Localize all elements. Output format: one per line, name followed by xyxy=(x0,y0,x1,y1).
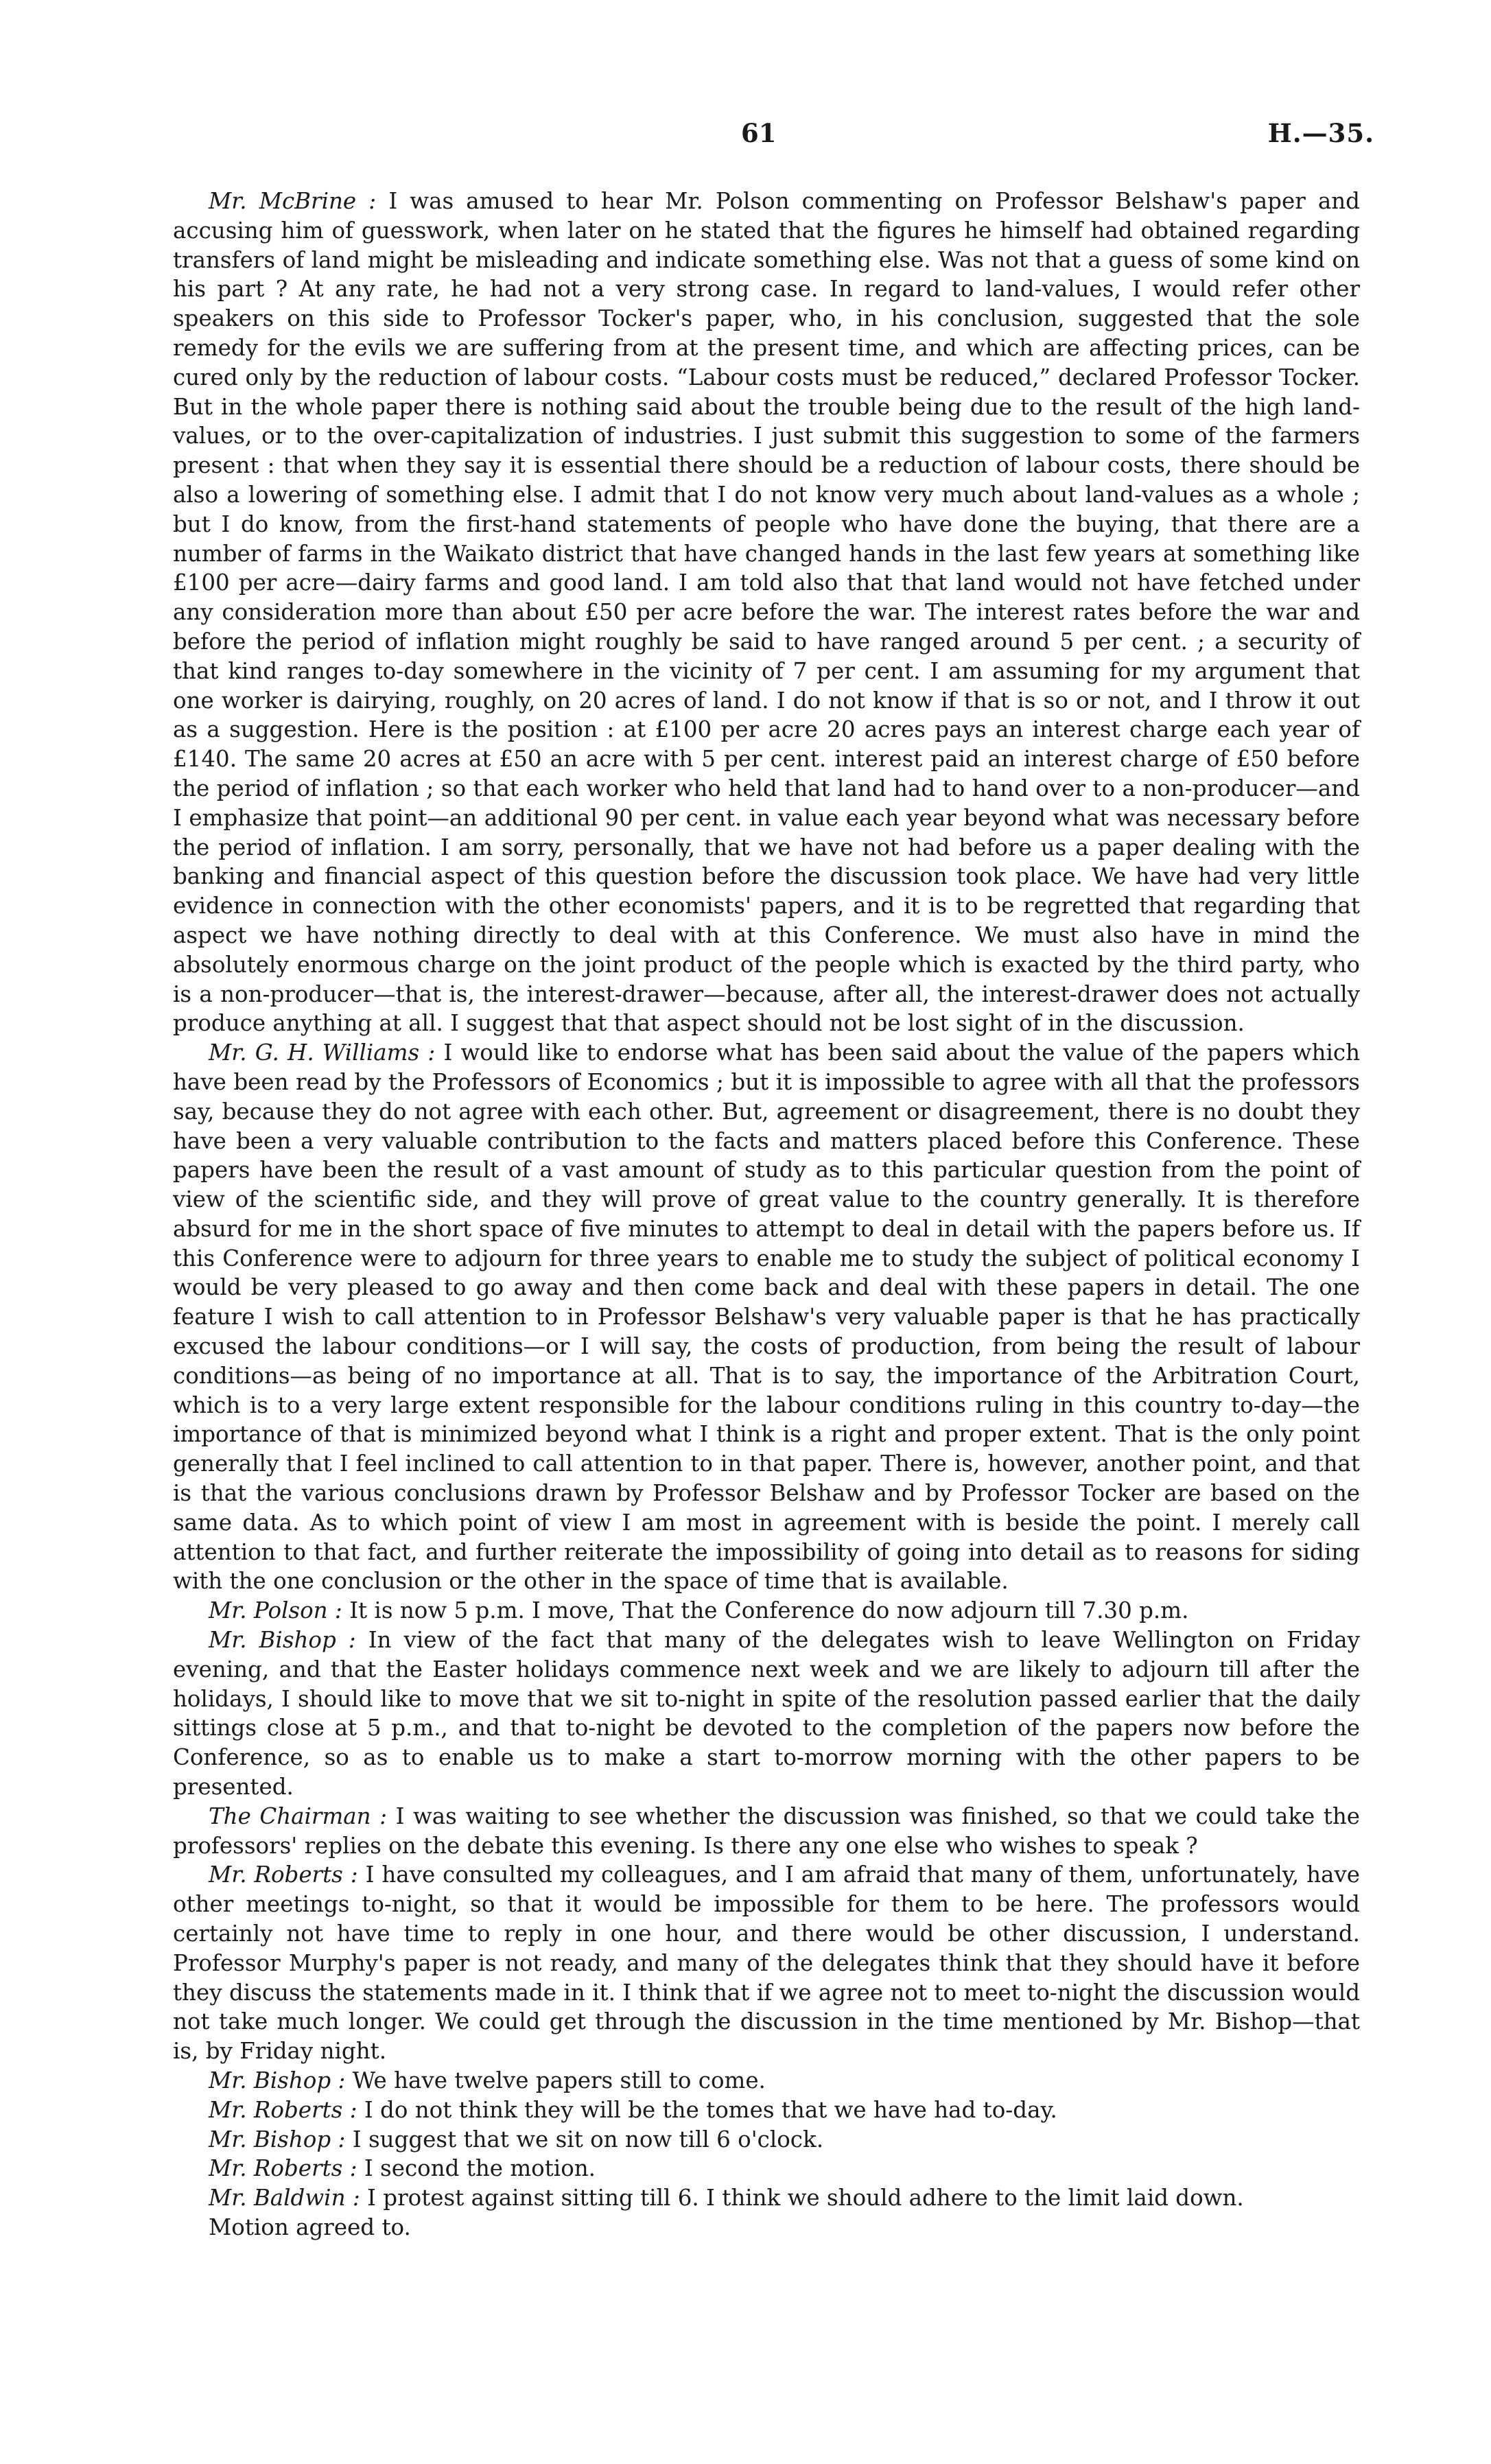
speech-text: I suggest that we sit on now till 6 o'clock. xyxy=(345,2126,824,2152)
speaker-name: Mr. Bishop : xyxy=(209,2126,346,2152)
text-body xyxy=(173,187,1360,2242)
paragraph-roberts xyxy=(173,1860,1360,2066)
document-reference: H.—35. xyxy=(1267,118,1374,148)
speech-text: I second the motion. xyxy=(357,2155,596,2182)
speech-text: It is now 5 p.m. I move, That the Conference do now adjourn till 7.30 p.m. xyxy=(342,1597,1189,1624)
speaker-name: Mr. Baldwin : xyxy=(209,2185,360,2211)
speaker-name: Mr. McBrine : xyxy=(209,188,377,214)
paragraph-bishop-short xyxy=(173,2066,1360,2096)
speech-text: We have twelve papers still to come. xyxy=(345,2067,766,2093)
speech-text: I was amused to hear Mr. Polson commenting on Professor Belshaw's paper and accusing him of guesswork, when later on he stated that the figures he himself had obtained regarding transfers of land might be misleading and indicate something else. Was not that a guess of some kind on his part ? At any rate, he had not a very strong case. In regard to land-values, I would refer other speakers on this side to Professor Tocker's paper, who, in his conclusion, suggested that the sole remedy for the evils we are suffering from at the present time, and which are affecting prices, can be cured only by the reduction of labour costs. “Labour costs must be reduced,” declared Professor Tocker. But in the whole paper there is nothing said about the trouble being due to the result of the high land-values, or to the over-capitalization of industries. I just submit this suggestion to some of the farmers present : that when they say it is essential there should be a reduction of labour costs, there should be also a lowering of something else. I admit that I do not know very much about land-values as a whole ; but I do know, from the first-hand statements of people who have done the buying, that there are a number of farms in the Waikato district that have changed hands in the last few years at something like £100 per acre—dairy farms and good land. I am told also that that land would not have fetched under any consideration more than about £50 per acre before the war. The interest rates before the war and before the period of inflation might roughly be said to have ranged around 5 per cent. ; a security of that kind ranges to-day somewhere in the vicinity of 7 per cent. I am assuming for my argument that one worker is dairying, roughly, on 20 acres of land. I do not know if that is so or not, and I throw it out as a suggestion. Here is the position : at £100 per acre 20 acres pays an interest charge each year of £140. The same 20 acres at £50 an acre with 5 per cent. interest paid an interest charge of £50 before the period of inflation ; so that each worker who held that land had to hand over to a non-producer—and I emphasize that point—an additional 90 per cent. in value each year beyond what was necessary before the period of inflation. I am sorry, personally, that we have not had before us a paper dealing with the banking and financial aspect of this question before the discussion took place. We have had very little evidence in connection with the other economists' papers, and it is to be regretted that regarding that aspect we have nothing directly to deal with at this Conference. We must also have in mind the absolutely enormous charge on the joint product of the people which is exacted by the third party, who is a non-producer—that is, the interest-drawer—because, after all, the interest-drawer does not actually produce anything at all. I suggest that that aspect should not be lost sight of in the discussion. xyxy=(173,188,1360,1037)
speech-text: I have consulted my colleagues, and I am afraid that many of them, unfortunately, have other meetings to-night, so that it would be impossible for them to be here. The professors would certainly not have time to reply in one hour, and there would be other discussion, I understand. Professor Murphy's paper is not ready, and many of the delegates think that they should have it before they discuss the statements made in it. I think that if we agree not to meet to-night the discussion would not take much longer. We could get through the discussion in the time mentioned by Mr. Bishop—that is, by Friday night. xyxy=(173,1862,1360,2065)
paragraph-bishop xyxy=(173,1626,1360,1802)
motion-result: Motion agreed to. xyxy=(209,2214,411,2240)
speaker-name: Mr. Bishop : xyxy=(209,1627,356,1654)
speaker-name: Mr. Roberts : xyxy=(209,1862,358,1888)
speech-text: I do not think they will be the tomes that we have had to-day. xyxy=(357,2096,1057,2123)
speaker-name: Mr. Bishop : xyxy=(209,2067,346,2093)
speech-text: I would like to endorse what has been said about the value of the papers which have been read by the Professors of Economics ; but it is impossible to agree with all that the professors say, because they do not agree with each other. But, agreement or disagreement, there is no doubt they have been a very valuable contribution to the facts and matters placed before this Conference. These papers have been the result of a vast amount of study as to this particular question from the point of view of the scientific side, and they will prove of great value to the country generally. It is therefore absurd for me in the short space of five minutes to attempt to deal in detail with the papers before us. If this Conference were to adjourn for three years to enable me to study the subject of political economy I would be very pleased to go away and then come back and deal with these papers in detail. The one feature I wish to call attention to in Professor Belshaw's very valuable paper is that he has practically excused the labour conditions—or I will say, the costs of production, from being the result of labour conditions—as being of no importance at all. That is to say, the importance of the Arbitration Court, which is to a very large extent responsible for the labour conditions ruling in this country to-day—the importance of that is minimized beyond what I think is a right and proper extent. That is the only point generally that I feel inclined to call attention to in that paper. There is, however, another point, and that is that the various conclusions drawn by Professor Belshaw and by Professor Tocker are based on the same data. As to which point of view I am most in agreement with is beside the point. I merely call attention to that fact, and further reiterate the impossibility of going into detail as to reasons for siding with the one conclusion or the other in the space of time that is available. xyxy=(173,1040,1360,1595)
paragraph-mcbrine xyxy=(173,187,1360,1038)
paragraph-roberts-second xyxy=(173,2154,1360,2183)
paragraph-baldwin xyxy=(173,2183,1360,2213)
speaker-name: Mr. Roberts : xyxy=(209,2096,357,2123)
speaker-name: The Chairman : xyxy=(209,1803,388,1829)
speech-text: I was waiting to see whether the discussion was finished, so that we could take the professors' replies on the debate this evening. Is there any one else who wishes to speak ? xyxy=(173,1803,1361,1859)
paragraph-chairman xyxy=(173,1802,1360,1861)
paragraph-polson xyxy=(173,1596,1360,1626)
page-header xyxy=(0,118,1491,159)
speaker-name: Mr. G. H. Williams : xyxy=(209,1040,436,1066)
speech-text: I protest against sitting till 6. I think we should adhere to the limit laid down. xyxy=(360,2185,1244,2211)
paragraph-roberts-short xyxy=(173,2096,1360,2125)
speech-text: In view of the fact that many of the delegates wish to leave Wellington on Friday evening, and that the Easter holidays commence next week and we are likely to adjourn till after the holidays, I should like to move that we sit to-night in spite of the resolution passed earlier that the daily sittings close at 5 p.m., and that to-night be devoted to the completion of the papers now before the Conference, so as to enable us to make a start to-morrow morning with the other papers to be presented. xyxy=(173,1627,1360,1800)
speaker-name: Mr. Roberts : xyxy=(209,2155,357,2182)
paragraph-williams xyxy=(173,1038,1360,1596)
speaker-name: Mr. Polson : xyxy=(209,1597,342,1624)
paragraph-bishop-motion xyxy=(173,2125,1360,2155)
page-number: 61 xyxy=(741,118,777,148)
